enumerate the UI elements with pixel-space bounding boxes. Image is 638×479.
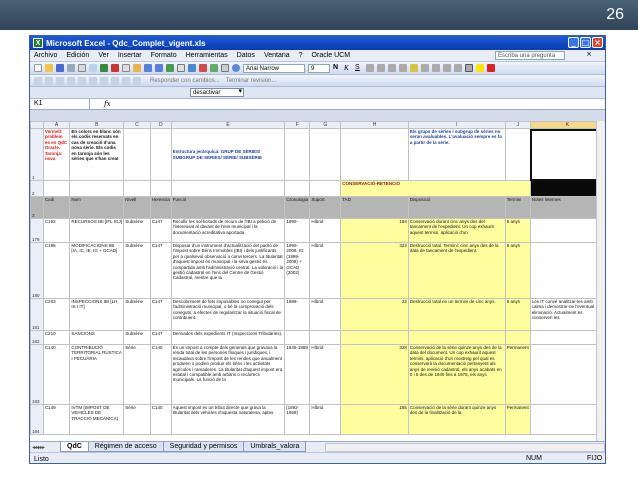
cell[interactable]: Subsèrie bbox=[124, 243, 151, 299]
underline-icon[interactable]: S bbox=[355, 64, 360, 71]
name-box[interactable]: K1 bbox=[30, 99, 90, 109]
font-name-select[interactable]: Arial Narrow bbox=[243, 64, 305, 73]
review-icon-4[interactable] bbox=[67, 77, 75, 85]
sheet-tabs-bar bbox=[30, 441, 605, 452]
spelling-icon[interactable] bbox=[100, 64, 108, 72]
table-row bbox=[31, 243, 605, 299]
cell[interactable]: CONTRIBUCIÓ TERRITORIAL RÚSTICA I PECUÀRIA bbox=[70, 345, 124, 405]
reviewing-toolbar bbox=[30, 75, 605, 87]
status-ready: Listo bbox=[34, 455, 49, 463]
header-cell[interactable]: Nivell bbox=[124, 197, 151, 219]
cell[interactable]: 1990-2008, IG (1999-2008) + GCAD (2002) bbox=[285, 243, 310, 299]
menu-herramientas[interactable]: Herramientas bbox=[185, 52, 228, 59]
column-header[interactable]: F bbox=[285, 122, 310, 129]
review-icon-9[interactable] bbox=[122, 77, 130, 85]
print-icon[interactable] bbox=[78, 64, 86, 72]
cell[interactable]: 1845-1989 bbox=[285, 345, 310, 405]
cell[interactable]: C147 bbox=[150, 219, 171, 243]
excel-icon: X bbox=[33, 38, 43, 48]
column-header[interactable]: C bbox=[124, 122, 151, 129]
row-header[interactable]: 183 bbox=[31, 345, 44, 405]
insert-function-icon[interactable]: fx bbox=[104, 100, 111, 108]
cell[interactable] bbox=[530, 243, 604, 299]
column-header[interactable]: G bbox=[310, 122, 341, 129]
header-cell[interactable]: Disposició bbox=[408, 197, 505, 219]
column-header[interactable]: B bbox=[70, 122, 124, 129]
cell[interactable]: Conservació de la sèrie quinze anys des de la data del document. Un cop exhaurit aquest termini, aplicació d'un mostreig pel qual es conservarà la documentació pertanyent als anys de revisió cadastral, els anys acabats en 0 i 5 des de 1940 fins a 1975, els anys bbox=[408, 345, 505, 405]
cell[interactable]: Sèrie bbox=[124, 405, 151, 435]
cell[interactable] bbox=[285, 181, 310, 197]
drawing-icon[interactable] bbox=[210, 64, 218, 72]
cell[interactable] bbox=[530, 345, 604, 405]
align-left-icon[interactable] bbox=[366, 64, 374, 72]
menu-ventana[interactable]: Ventana bbox=[263, 52, 290, 59]
row-header[interactable]: 181 bbox=[31, 299, 44, 331]
cell[interactable] bbox=[150, 129, 171, 181]
maximize-icon[interactable]: □ bbox=[581, 38, 590, 47]
horizontal-scrollbar[interactable] bbox=[325, 443, 605, 452]
cell[interactable]: C147 bbox=[150, 331, 171, 345]
table-row bbox=[31, 345, 605, 405]
cell[interactable]: 194 bbox=[341, 219, 409, 243]
review-icon-8[interactable] bbox=[111, 77, 119, 85]
standard-toolbar bbox=[30, 62, 605, 75]
header-row bbox=[31, 197, 605, 219]
window-controls bbox=[568, 37, 603, 48]
cell[interactable] bbox=[43, 181, 70, 197]
cell[interactable]: SANCIONS bbox=[70, 331, 124, 345]
slide-header-band bbox=[0, 0, 638, 30]
header-cell[interactable]: Termini bbox=[505, 197, 530, 219]
save-icon[interactable] bbox=[56, 64, 64, 72]
cell[interactable]: Híbrid bbox=[310, 345, 341, 405]
cell[interactable]: C147 bbox=[150, 243, 171, 299]
status-num-lock: NUM bbox=[526, 455, 542, 462]
cell[interactable] bbox=[310, 181, 341, 197]
permission-icon[interactable] bbox=[67, 64, 75, 72]
cell[interactable]: INSPECCIONS IBI [LH, IS I IT] bbox=[70, 299, 124, 331]
cell[interactable] bbox=[124, 181, 151, 197]
cell[interactable]: Vermell: problem es en QdC Oracle. Taronja: nova bbox=[43, 129, 70, 181]
cell[interactable]: C147 bbox=[150, 299, 171, 331]
cell[interactable]: 22 bbox=[341, 299, 409, 331]
column-header[interactable]: D bbox=[150, 122, 171, 129]
cell[interactable] bbox=[530, 219, 604, 243]
cell[interactable]: Aquest impost és un tribut directe que grava la titularitat dels vehicles d'aquesta naturalesa, aptes bbox=[171, 405, 285, 435]
cell[interactable] bbox=[310, 129, 341, 181]
column-header[interactable]: I bbox=[408, 122, 505, 129]
table-row bbox=[31, 181, 605, 197]
review-icon-7[interactable] bbox=[100, 77, 108, 85]
tab-qdc[interactable]: QdC bbox=[60, 442, 89, 452]
row-header[interactable]: 182 bbox=[31, 331, 44, 345]
menu-insertar[interactable]: Insertar bbox=[117, 52, 142, 59]
cell[interactable]: Estructura jeràrquica: GRUP DE SÈRIES/ SUBGRUP DE SÈRIES/ SÈRIE/ SUBSÈRIE bbox=[171, 129, 285, 181]
cell[interactable]: C195 bbox=[43, 243, 70, 299]
cell[interactable]: Disposar d'un instrument d'actualització del padró de l'impost sobre Béns Immobles (IBI) i dels justificants per a qualsevol observació o canvi tercers. La titularitat d'aquest impost és municipal i la seva gestió és compartida amb l'administració central. La valoració i la gestió cadastral en l'ens del Centre de Gestió Cadastral, mentre que la bbox=[171, 243, 285, 299]
hyperlink-icon[interactable] bbox=[166, 64, 174, 72]
cell[interactable]: És un impost a compte dels generals que gravava la renda total de les persones físiques i jurídiques, i recaudava sobre l'impost de les rendes que anualment produïen o podien produir els béns i les activitats agrícoles i ramaderes. La titularitat d'aquest impost era estatal i compatible amb arbitris o recàrrecs municipals. La funció de la bbox=[171, 345, 285, 405]
vertical-scrollbar[interactable] bbox=[596, 121, 605, 441]
status-fixed: FIJO bbox=[587, 455, 603, 462]
cell[interactable]: Conservació durant cinc anys des del tancament de l'expedient. Un cop exhaurit aquest termini, aplicació d'un bbox=[408, 219, 505, 243]
cell[interactable]: IVTM (IMPOST DE VEHICLES DE TRACCIÓ MECÀNICA) bbox=[70, 405, 124, 435]
cell[interactable] bbox=[70, 181, 124, 197]
tab-umbrals-valora[interactable]: Umbrals_valora bbox=[243, 442, 306, 452]
cell[interactable]: Subsèrie bbox=[124, 299, 151, 331]
percent-icon[interactable] bbox=[421, 64, 429, 72]
bold-icon[interactable]: N bbox=[333, 64, 339, 71]
header-cell[interactable]: Herencia bbox=[150, 197, 171, 219]
header-cell[interactable]: Nom bbox=[70, 197, 124, 219]
title-bar bbox=[30, 36, 605, 50]
merge-center-icon[interactable] bbox=[399, 64, 407, 72]
cell[interactable] bbox=[124, 129, 151, 181]
cell[interactable]: Permanent bbox=[505, 405, 530, 435]
review-icon-3[interactable] bbox=[56, 77, 64, 85]
workbook-close-icon[interactable]: × bbox=[586, 50, 592, 58]
print-preview-icon[interactable] bbox=[89, 64, 97, 72]
cell[interactable]: En colors en blanc són els codis reservats en cas de creació d'una nova sèrie. Els codis en taronja són les sèries que s'han creat bbox=[70, 129, 124, 181]
cell[interactable]: [1892-1959] bbox=[285, 405, 310, 435]
formula-bar bbox=[30, 99, 605, 110]
select-all-corner[interactable] bbox=[31, 122, 44, 129]
menu-archivo[interactable]: Archivo bbox=[34, 52, 58, 59]
menu-datos[interactable]: Datos bbox=[236, 52, 255, 59]
table-row bbox=[31, 219, 605, 243]
status-bar bbox=[30, 452, 605, 464]
cell[interactable]: C210 bbox=[43, 331, 70, 345]
ask-question-input[interactable]: Escriba una pregunta bbox=[495, 51, 565, 60]
cell[interactable]: Subsèrie bbox=[124, 219, 151, 243]
menu-edicion[interactable]: Edición bbox=[66, 52, 90, 59]
cell[interactable] bbox=[408, 331, 505, 345]
header-cell[interactable]: Notes internes bbox=[530, 197, 604, 219]
font-color-icon[interactable] bbox=[487, 64, 495, 72]
cell[interactable]: MODIFICACIONS IBI [IA, IC, IE, IG + GCAD] bbox=[70, 243, 124, 299]
window-title: Microsoft Excel - Qdc_Complet_vigent.xls bbox=[46, 38, 206, 48]
header-cell[interactable]: Funció bbox=[171, 197, 285, 219]
sheet-table bbox=[30, 121, 605, 435]
end-review-button[interactable]: Terminar revisión... bbox=[225, 77, 277, 84]
review-icon-6[interactable] bbox=[89, 77, 97, 85]
undo-icon[interactable] bbox=[144, 64, 152, 72]
cell[interactable]: 5 anys bbox=[505, 243, 530, 299]
cell[interactable] bbox=[341, 129, 409, 181]
italic-icon[interactable]: K bbox=[344, 64, 349, 72]
cell[interactable]: C149 bbox=[43, 405, 70, 435]
help-icon[interactable] bbox=[232, 64, 240, 72]
cell[interactable] bbox=[150, 181, 171, 197]
fill-color-icon[interactable] bbox=[476, 64, 484, 72]
active-cell-k1[interactable] bbox=[530, 129, 604, 181]
comma-style-icon[interactable] bbox=[432, 64, 440, 72]
cell[interactable]: Recollir les sol·licituds de recurs de l'IBI a petició de l'interessat al davant de l'ens municipal i la documentació acreditativa aportada. bbox=[171, 219, 285, 243]
sort-icon[interactable] bbox=[188, 64, 196, 72]
cell[interactable] bbox=[285, 129, 310, 181]
menu-bar bbox=[30, 50, 605, 62]
tab-seguridad-permisos[interactable]: Seguridad y permisos bbox=[163, 442, 245, 452]
review-icon-10[interactable] bbox=[133, 77, 141, 85]
open-icon[interactable] bbox=[45, 64, 53, 72]
excel-window bbox=[29, 35, 606, 464]
cut-icon[interactable] bbox=[111, 64, 119, 72]
filter-toolbar bbox=[30, 87, 605, 99]
review-icon-2[interactable] bbox=[45, 77, 53, 85]
cell[interactable] bbox=[341, 331, 409, 345]
copy-icon[interactable] bbox=[122, 64, 130, 72]
review-icon-1[interactable] bbox=[34, 77, 42, 85]
cell[interactable]: RECURSOS IBI [IFL IGJ] bbox=[70, 219, 124, 243]
menu-formato[interactable]: Formato bbox=[150, 52, 177, 59]
close-icon[interactable]: × bbox=[592, 37, 603, 48]
cell[interactable]: 1989- bbox=[285, 299, 310, 331]
currency-icon[interactable] bbox=[410, 64, 418, 72]
autosum-icon[interactable] bbox=[177, 64, 185, 72]
cell[interactable]: Híbrid bbox=[310, 405, 341, 435]
cell[interactable]: 322 bbox=[341, 243, 409, 299]
cell[interactable]: 185 bbox=[341, 405, 409, 435]
row-header[interactable]: 180 bbox=[31, 243, 44, 299]
column-header[interactable]: J bbox=[505, 122, 530, 129]
cell[interactable]: CONSERVACIÓ-RETENCIÓ bbox=[341, 181, 531, 197]
cell[interactable]: 328 bbox=[341, 345, 409, 405]
cell[interactable] bbox=[310, 331, 341, 345]
header-cell[interactable]: TAD bbox=[341, 197, 409, 219]
row-header[interactable]: 2 bbox=[31, 181, 44, 197]
cell[interactable]: Destrucció total en un termini de cinc anys. bbox=[408, 299, 505, 331]
tab-regimen-acceso[interactable]: Régimen de acceso bbox=[88, 442, 164, 452]
cell[interactable]: Subsèrie bbox=[124, 331, 151, 345]
filter-dropdown[interactable]: desactivar ▾ bbox=[190, 88, 244, 97]
zoom-icon[interactable] bbox=[221, 64, 229, 72]
cell[interactable] bbox=[530, 181, 604, 197]
column-header[interactable]: A bbox=[43, 122, 70, 129]
cell[interactable]: Híbrid bbox=[310, 299, 341, 331]
tab-scroll-arrows-icon[interactable]: ◂◂◂▸▸▸ bbox=[32, 444, 45, 451]
cell[interactable]: C203 bbox=[43, 299, 70, 331]
cell[interactable] bbox=[530, 331, 604, 345]
paste-icon[interactable] bbox=[133, 64, 141, 72]
table-row bbox=[31, 405, 605, 435]
table-row bbox=[31, 299, 605, 331]
cell[interactable]: Descobriment de fets imposables no conegut per l'administració municipal, o bé la comprovació dels coneguts, a efectes de regularitzar la situació fiscal de contribuent. bbox=[171, 299, 285, 331]
row-header[interactable]: 3 bbox=[31, 197, 44, 219]
increase-indent-icon[interactable] bbox=[454, 64, 462, 72]
align-right-icon[interactable] bbox=[388, 64, 396, 72]
column-header[interactable]: H bbox=[341, 122, 409, 129]
row-header[interactable]: 1 bbox=[31, 129, 44, 181]
cell[interactable]: Destrucció total. Termini: cinc anys des de la data de tancament de l'expedient. bbox=[408, 243, 505, 299]
cell[interactable]: Sèrie bbox=[124, 345, 151, 405]
cell[interactable]: 5 anys bbox=[505, 299, 530, 331]
row-header[interactable]: 179 bbox=[31, 219, 44, 243]
cell[interactable]: C140 bbox=[150, 345, 171, 405]
menu-ver[interactable]: Ver bbox=[98, 52, 109, 59]
cell[interactable] bbox=[505, 331, 530, 345]
cell[interactable]: C140 bbox=[43, 345, 70, 405]
cell[interactable]: Híbrid bbox=[310, 219, 341, 243]
cell[interactable]: C192 bbox=[43, 219, 70, 243]
cell[interactable] bbox=[285, 331, 310, 345]
borders-icon[interactable] bbox=[465, 64, 473, 72]
minimize-icon[interactable]: _ bbox=[568, 37, 579, 48]
redo-icon[interactable] bbox=[155, 64, 163, 72]
chart-wizard-icon[interactable] bbox=[199, 64, 207, 72]
cell[interactable]: 5 anys bbox=[505, 219, 530, 243]
table-row bbox=[31, 129, 605, 181]
table-row bbox=[31, 331, 605, 345]
header-cell[interactable]: Codi bbox=[43, 197, 70, 219]
align-center-icon[interactable] bbox=[377, 64, 385, 72]
row-header[interactable]: 184 bbox=[31, 405, 44, 435]
cell[interactable]: Conservació de la sèrie durant quinze anys des de la finalització de la bbox=[408, 405, 505, 435]
header-cell[interactable]: Suport bbox=[310, 197, 341, 219]
cell[interactable]: Derivades dels expedients IT (Inspeccions Tributàries). bbox=[171, 331, 285, 345]
reply-with-changes-button[interactable]: Responder con cambios... bbox=[150, 77, 220, 84]
cell[interactable]: Híbrid bbox=[310, 243, 341, 299]
cell[interactable]: Els grups de sèries i subgrup de sèries no seran avaluables. L'avaluació sempre es fa a partir de la sèrie. bbox=[408, 129, 505, 181]
cell[interactable]: 1990- bbox=[285, 219, 310, 243]
cell[interactable] bbox=[505, 129, 530, 181]
cell[interactable] bbox=[530, 405, 604, 435]
menu-oracle-ucm[interactable]: Oracle UCM bbox=[311, 52, 351, 59]
review-icon-5[interactable] bbox=[78, 77, 86, 85]
cell[interactable]: Permanent bbox=[505, 345, 530, 405]
column-header[interactable]: E bbox=[171, 122, 285, 129]
cell[interactable] bbox=[171, 181, 285, 197]
slide-number: 26 bbox=[606, 6, 624, 23]
cell[interactable]: C140 bbox=[150, 405, 171, 435]
font-size-select[interactable]: 9 bbox=[308, 64, 330, 73]
decrease-indent-icon[interactable] bbox=[443, 64, 451, 72]
menu-help[interactable]: ? bbox=[298, 52, 303, 59]
spreadsheet-grid[interactable] bbox=[30, 121, 605, 441]
new-icon[interactable] bbox=[34, 64, 42, 72]
column-header[interactable]: K bbox=[530, 122, 604, 129]
header-cell[interactable]: Cronologia bbox=[285, 197, 310, 219]
cell[interactable]: Les IT convé analitzar-les amb calma i demostrar-ne l'eventual eliminació. Actualment es conserven les bbox=[530, 299, 604, 331]
